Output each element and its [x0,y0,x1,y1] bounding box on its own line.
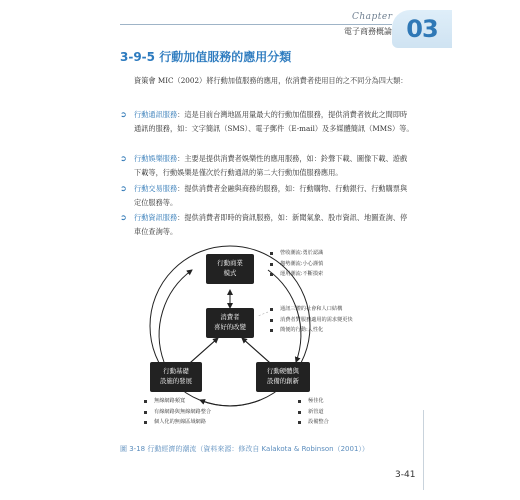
bullet-term: 行動娛樂服務 [134,154,178,163]
right-factor-list [298,396,329,428]
bullet-item [120,152,414,180]
left-factor-list [144,396,211,428]
bullet-item [120,182,414,210]
bullet-text: ：這是目前台灣地區用量最大的行動加值服務，提供消費者彼此之間即時通訊的服務，如：文字簡訊（SMS）、電子郵件（E-mail）及多媒體簡訊（MMS）等。 [134,110,414,133]
page-number: 3-41 [395,470,416,480]
mobile-business-model-box: 行動商業 模式 [206,254,254,284]
center-factor-list [270,304,353,336]
bullet-term: 行動資訊服務 [134,213,178,222]
mobile-hardware-box: 行動硬體與 設備的創新 [256,362,310,392]
bullet-term: 行動通訊服務 [134,110,178,119]
list-item: 極佳化 [298,396,329,407]
list-item: 設備整合 [298,417,329,428]
mobile-economy-diagram [120,242,420,440]
header-rule [120,24,392,25]
bullet-text: ：提供消費者金融與商務的服務，如：行動購物、行動銀行、行動購票與定位服務等。 [134,184,408,207]
figure-caption: 圖 3-18 行動經濟的潮流（資料來源：修改自 Kalakota & Robinson（2001）） [120,445,369,453]
consumer-preference-box: 消費者 喜好的改變 [206,308,254,338]
arrow-bullet-icon: ➲ [120,213,127,222]
list-item: 運用潮流:不斷摸索 [270,269,323,280]
bullet-item [120,211,414,239]
arrow-bullet-icon: ➲ [120,154,127,163]
list-item: 消費者對服務適用的需求變更快 [270,315,353,326]
list-item: 無線網路頻寬 [144,396,211,407]
bullet-term: 行動交易服務 [134,184,178,193]
chapter-number: 03 [406,15,438,43]
margin-rule [423,410,424,490]
section-title: 3-9-5 行動加值服務的應用分類 [120,50,292,64]
bullet-item [120,108,414,136]
chapter-word: Chapter [352,12,393,22]
bullet-text: ：提供消費者即時的資訊服務，如：新聞氣象、股市資訊、地圖查詢、停車位查詢等。 [134,213,408,236]
arrow-bullet-icon: ➲ [120,110,127,119]
list-item: 趨勢潮流:小心謹慎 [270,259,323,270]
list-item: 通訊三體的社會和人口結構 [270,304,353,315]
arrow-left [159,270,192,362]
mobile-infrastructure-box: 行動基礎 設施的發展 [150,362,202,392]
list-item: 有線網路與無線網路整合 [144,407,211,418]
list-item: 營收潮流:勇於認識 [270,248,323,259]
intro-paragraph: 資策會 MIC（2002）將行動加值服務的應用，依消費者使用目的之不同分為四大類： [134,76,408,85]
arrow-bullet-icon: ➲ [120,184,127,193]
top-factor-list [270,248,323,280]
list-item: 新管道 [298,407,329,418]
list-item: 簡便的行動:人性化 [270,325,353,336]
list-item: 個人化的無線區域網路 [144,417,211,428]
chapter-title: 電子商務概論 [344,27,392,36]
bullet-text: ：主要是提供消費者娛樂性的應用服務，如：鈴聲下載、圖像下載、遊戲下載等，行動娛樂是僅次於行動通訊的第二大行動加值服務應用。 [134,154,408,177]
chapter-badge [392,10,452,48]
